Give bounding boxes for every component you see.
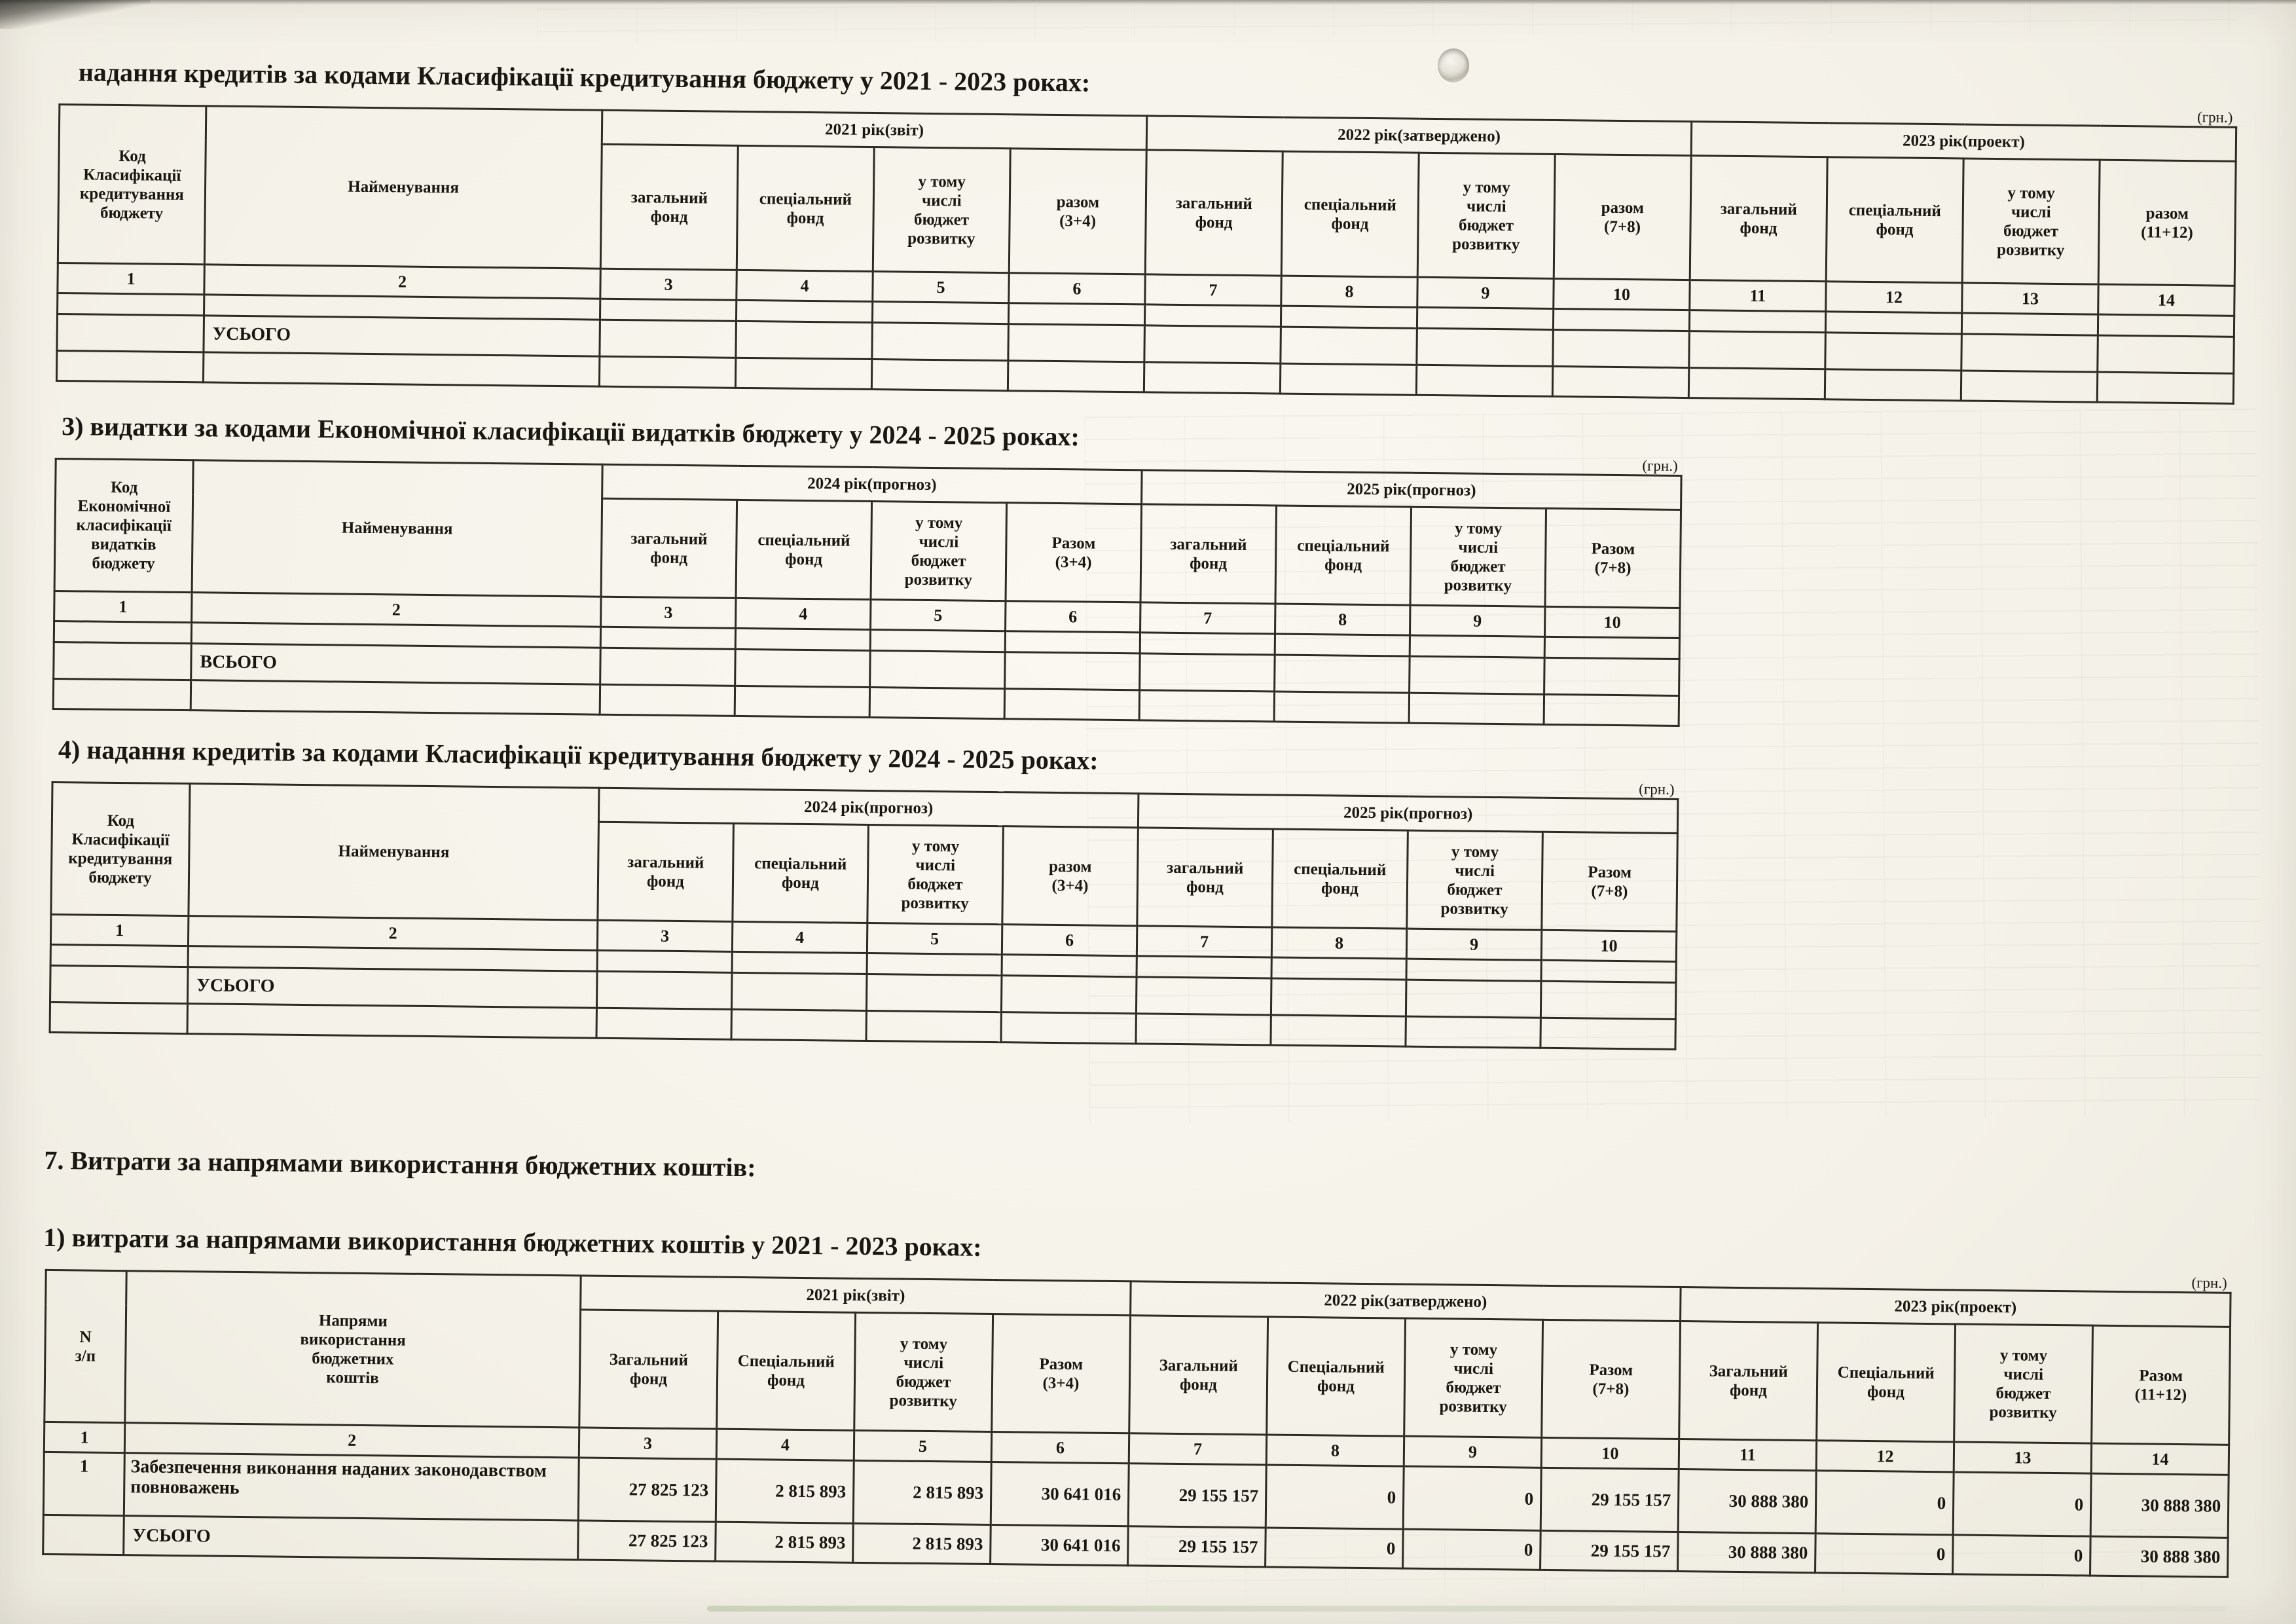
empty-cell (732, 951, 867, 974)
total-label: УСЬОГО (124, 1516, 579, 1560)
empty-cell (1825, 333, 1962, 371)
column-number: 9 (1417, 277, 1554, 308)
expenses-2024-2025-table (52, 458, 1683, 727)
fund-header: Загальний фонд (579, 1310, 718, 1429)
empty-cell (600, 320, 737, 358)
fund-header: загальний фонд (1145, 150, 1283, 276)
fund-header: Разом (7+8) (1542, 1320, 1681, 1439)
empty-cell (866, 1010, 1001, 1042)
empty-cell (1540, 1018, 1675, 1049)
currency-note: (грн.) (1639, 781, 1675, 798)
fund-header: загальний фонд (598, 822, 734, 921)
empty-cell (1281, 327, 1417, 365)
empty-cell (600, 627, 735, 649)
year-2023-group-header: 2023 рік(проект) (1681, 1287, 2231, 1327)
column-number: 12 (1816, 1441, 1954, 1472)
empty-cell (1137, 956, 1271, 978)
empty-cell (731, 972, 867, 1010)
empty-cell (597, 950, 732, 972)
empty-cell (1541, 960, 1676, 982)
column-number: 9 (1404, 1436, 1541, 1467)
empty-cell (2098, 314, 2234, 337)
column-number: 2 (124, 1423, 579, 1458)
empty-cell (1136, 1014, 1271, 1045)
empty-cell (1136, 977, 1271, 1015)
code-column-header: Код Класифікації кредитування бюджету (51, 782, 190, 915)
empty-cell (203, 352, 599, 386)
column-number: 2 (188, 916, 597, 951)
value-cell: 29 155 157 (1128, 1464, 1266, 1528)
value-cell: 0 (1266, 1465, 1404, 1529)
total-label: УСЬОГО (204, 316, 600, 356)
empty-cell (1274, 692, 1409, 723)
column-number: 13 (1962, 283, 2098, 314)
column-number: 7 (1140, 602, 1275, 634)
empty-cell (735, 649, 871, 687)
expenses-2024-2025-section (52, 441, 1681, 727)
empty-cell (596, 1008, 731, 1039)
column-number: 10 (1541, 930, 1676, 961)
value-cell: 0 (1953, 1472, 2091, 1536)
empty-cell (1008, 303, 1144, 325)
column-number: 9 (1410, 605, 1545, 637)
fund-header: спеціальний фонд (733, 823, 869, 923)
empty-cell (1961, 313, 2098, 335)
fund-header: загальний фонд (1690, 156, 1827, 282)
column-number: 6 (1009, 273, 1145, 304)
direction-column-header: Напрями використання бюджетних коштів (125, 1271, 581, 1428)
empty-cell (1275, 655, 1410, 693)
column-number: 2 (192, 593, 601, 627)
value-cell: 2 815 893 (716, 1459, 854, 1523)
value-cell: 30 888 380 (1678, 1469, 1816, 1534)
currency-note: (грн.) (2196, 109, 2233, 126)
year-2025-group-header: 2025 рік(прогноз) (1138, 794, 1678, 834)
column-number: 3 (600, 268, 737, 300)
column-number: 12 (1826, 282, 1962, 313)
empty-cell (56, 350, 203, 382)
empty-cell (866, 974, 1002, 1012)
empty-cell (600, 648, 736, 686)
total-label: УСЬОГО (188, 967, 598, 1008)
fund-header: разом (11+12) (2098, 160, 2236, 286)
code-column-header: Код Класифікації кредитування бюджету (58, 105, 206, 265)
empty-cell (1544, 694, 1679, 726)
empty-cell (872, 302, 1008, 324)
empty-cell (50, 944, 188, 967)
year-2022-group-header: 2022 рік(затверджено) (1146, 116, 1692, 156)
empty-cell (1281, 306, 1417, 328)
direction-name: Забезпечення виконання наданих законодавством повноважень (124, 1453, 579, 1521)
fund-header: Разом (7+8) (1542, 832, 1678, 931)
value-cell: 0 (1403, 1466, 1541, 1530)
name-column-header: Найменування (192, 460, 602, 597)
empty-cell (735, 628, 870, 650)
value-cell: 2 815 893 (853, 1523, 991, 1564)
empty-cell (53, 678, 191, 710)
total-label: ВСЬОГО (191, 644, 601, 685)
column-number: 7 (1129, 1433, 1266, 1465)
value-cell: 0 (1815, 1471, 1954, 1535)
column-number: 5 (854, 1430, 991, 1462)
value-cell: 27 825 123 (578, 1521, 716, 1561)
empty-cell (596, 971, 732, 1009)
empty-cell (1689, 310, 1825, 333)
fund-header: Спеціальний фонд (717, 1311, 856, 1430)
column-number: 3 (597, 920, 732, 951)
empty-cell (1417, 307, 1553, 329)
empty-cell (1544, 657, 1680, 695)
year-2021-group-header: 2021 рік(звіт) (581, 1276, 1131, 1316)
value-cell: 29 155 157 (1540, 1530, 1679, 1571)
empty-cell (187, 1004, 596, 1039)
section-7-1-title: 1) витрати за напрямами використання бюджетних коштів у 2021 - 2023 роках: (43, 1222, 982, 1262)
year-2024-group-header: 2024 рік(прогноз) (598, 788, 1139, 828)
empty-cell (1140, 654, 1275, 692)
credits-2024-2025-table (49, 781, 1679, 1050)
empty-cell (57, 314, 204, 352)
empty-cell (50, 965, 189, 1003)
section-3-title: 3) видатки за кодами Економічної класифікації видатків бюджету у 2024 - 2025 роках: (61, 411, 1080, 452)
empty-cell (1140, 633, 1275, 655)
empty-cell (1004, 689, 1139, 720)
empty-cell (1275, 634, 1410, 656)
empty-cell (1002, 955, 1137, 977)
empty-cell (735, 686, 869, 717)
spending-directions-section (42, 1252, 2230, 1578)
fund-header: спеціальний фонд (1281, 151, 1419, 277)
empty-cell (1406, 980, 1541, 1018)
value-cell: 2 815 893 (853, 1460, 991, 1524)
row-number: 1 (43, 1452, 124, 1515)
empty-cell (2098, 335, 2234, 373)
empty-cell (2097, 372, 2233, 403)
column-number: 2 (204, 265, 600, 299)
empty-cell (1688, 368, 1825, 399)
column-number: 11 (1679, 1439, 1816, 1471)
empty-cell (1001, 1012, 1136, 1044)
fund-header: у тому числі бюджет розвитку (1954, 1324, 2093, 1443)
fund-header: загальний фонд (601, 498, 737, 598)
column-number: 8 (1266, 1435, 1404, 1466)
fund-header: Разом (11+12) (2092, 1325, 2231, 1445)
fund-header: у тому числі бюджет розвитку (871, 502, 1007, 601)
column-number: 4 (732, 921, 867, 953)
column-number: 6 (1006, 601, 1140, 633)
fund-header: Разом (3+4) (1006, 503, 1142, 602)
column-number: 13 (1954, 1442, 2091, 1473)
column-number: 10 (1545, 606, 1680, 638)
fund-header: разом (3+4) (1002, 826, 1139, 926)
empty-cell (1689, 331, 1826, 369)
column-number: 9 (1406, 929, 1541, 960)
value-cell: 0 (1815, 1534, 1954, 1574)
name-column-header: Найменування (204, 106, 602, 268)
fund-header: у тому числі бюджет розвитку (1962, 158, 2100, 284)
empty-cell (1001, 976, 1137, 1014)
year-2024-group-header: 2024 рік(прогноз) (602, 464, 1142, 504)
empty-cell (735, 358, 871, 389)
fund-header: Загальний фонд (1129, 1316, 1268, 1435)
value-cell: 30 641 016 (991, 1462, 1129, 1526)
column-number: 5 (871, 600, 1006, 631)
column-number: 5 (873, 272, 1009, 303)
column-number: 4 (716, 1429, 854, 1460)
column-number: 7 (1137, 926, 1271, 957)
empty-cell (1553, 329, 1690, 367)
empty-cell (736, 300, 872, 322)
credits-2024-2025-section (49, 764, 1677, 1050)
empty-cell (1280, 363, 1416, 395)
value-cell: 2 815 893 (716, 1522, 854, 1562)
column-number: 7 (1145, 274, 1281, 306)
empty-cell (600, 684, 735, 716)
column-number: 1 (50, 914, 188, 946)
column-number: 5 (867, 923, 1002, 955)
currency-note: (грн.) (1642, 457, 1678, 474)
fund-header: спеціальний фонд (736, 500, 872, 599)
empty-cell (1008, 361, 1144, 392)
fund-header: у тому числі бюджет розвитку (1407, 830, 1543, 930)
empty-cell (50, 1002, 187, 1033)
fund-header: у тому числі бюджет розвитку (854, 1312, 993, 1431)
year-2021-group-header: 2021 рік(звіт) (602, 110, 1146, 150)
empty-cell (1544, 637, 1679, 659)
row-number-column-header: N з/п (45, 1270, 126, 1422)
fund-header: загальний фонд (1140, 504, 1277, 604)
empty-cell (54, 642, 192, 680)
fund-header: загальний фонд (1137, 828, 1273, 927)
column-number: 4 (736, 598, 871, 629)
empty-cell (54, 621, 191, 643)
empty-cell (1540, 981, 1676, 1019)
empty-cell (871, 360, 1008, 391)
empty-cell (870, 651, 1006, 689)
fund-header: Спеціальний фонд (1267, 1317, 1406, 1436)
fund-header: спеціальний фонд (737, 145, 874, 271)
empty-cell (1144, 325, 1281, 363)
value-cell: 29 155 157 (1128, 1526, 1266, 1567)
column-number: 6 (1002, 925, 1137, 956)
column-number: 3 (601, 597, 736, 628)
fund-header: загальний фонд (600, 144, 738, 270)
column-number: 6 (991, 1432, 1129, 1464)
empty-cell (1139, 690, 1274, 722)
credits-2021-2023-section (56, 86, 2236, 405)
empty-cell (1552, 366, 1688, 397)
column-number: 14 (2091, 1443, 2229, 1475)
empty-cell (1416, 365, 1552, 396)
column-number: 1 (58, 263, 204, 294)
value-cell: 30 888 380 (2090, 1536, 2229, 1577)
fund-header: у тому числі бюджет розвитку (1410, 507, 1546, 606)
empty-cell (867, 953, 1002, 976)
empty-cell (1406, 959, 1541, 981)
value-cell: 30 641 016 (991, 1525, 1129, 1566)
column-number: 3 (579, 1428, 716, 1459)
value-cell: 29 155 157 (1540, 1467, 1679, 1532)
year-2025-group-header: 2025 рік(прогноз) (1142, 470, 1682, 510)
value-cell: 0 (1403, 1529, 1541, 1570)
empty-cell (872, 323, 1009, 361)
value-cell: 0 (1953, 1535, 2091, 1576)
value-cell: 30 888 380 (1678, 1532, 1816, 1573)
fund-header: Разом (3+4) (992, 1314, 1131, 1433)
spending-directions-table (42, 1269, 2231, 1578)
fund-header: разом (7+8) (1554, 154, 1691, 280)
column-number: 1 (44, 1422, 124, 1452)
empty-cell (1553, 308, 1689, 331)
year-2023-group-header: 2023 рік(проект) (1691, 122, 2236, 162)
empty-cell (1410, 656, 1545, 694)
empty-cell (58, 293, 204, 315)
empty-cell (600, 299, 736, 321)
value-cell: 0 (1266, 1528, 1404, 1568)
fund-header: у тому числі бюджет розвитку (1404, 1318, 1543, 1437)
empty-cell (1005, 652, 1140, 690)
empty-cell (43, 1515, 124, 1555)
empty-cell (599, 356, 735, 388)
credits-2021-2023-table (56, 103, 2237, 405)
empty-cell (870, 630, 1005, 652)
empty-cell (731, 1009, 866, 1041)
currency-note: (грн.) (2191, 1274, 2227, 1291)
empty-cell (1144, 304, 1281, 327)
column-number: 10 (1554, 278, 1690, 310)
empty-cell (1271, 957, 1406, 980)
empty-cell (1271, 1015, 1406, 1046)
fund-header: Загальний фонд (1679, 1321, 1818, 1441)
fund-header: у тому числі бюджет розвитку (1417, 153, 1555, 278)
empty-cell (869, 688, 1004, 719)
empty-cell (1008, 324, 1145, 362)
fund-header: разом (3+4) (1009, 149, 1146, 274)
name-column-header: Найменування (189, 784, 599, 921)
fund-header: у тому числі бюджет розвитку (867, 825, 1004, 925)
empty-cell (1961, 371, 2097, 402)
empty-cell (1961, 334, 2098, 372)
column-number: 8 (1271, 927, 1406, 959)
column-number: 4 (737, 270, 873, 301)
empty-cell (1825, 369, 1961, 401)
column-number: 8 (1275, 604, 1410, 635)
code-column-header: Код Економічної класифікації видатків бюджету (54, 458, 193, 592)
value-cell: 30 888 380 (2090, 1473, 2229, 1538)
fund-header: у тому числі бюджет розвитку (873, 147, 1010, 273)
empty-cell (1144, 362, 1280, 394)
scan-streak-artifact (707, 1606, 2226, 1612)
empty-cell (191, 680, 600, 715)
column-number: 14 (2098, 284, 2234, 316)
empty-cell (1406, 1016, 1540, 1048)
fund-header: Разом (7+8) (1545, 508, 1681, 608)
section-7-title: 7. Витрати за напрямами використання бюджетних коштів: (44, 1145, 756, 1183)
section-4-title: 4) надання кредитів за кодами Класифікації кредитування бюджету у 2024 - 2025 роках: (58, 735, 1099, 775)
fund-header: спеціальний фонд (1272, 829, 1408, 929)
column-number: 10 (1541, 1437, 1679, 1469)
fund-header: спеціальний фонд (1826, 157, 1963, 283)
fund-header: Спеціальний фонд (1817, 1323, 1956, 1442)
section-2-title: надання кредитів за кодами Класифікації кредитування бюджету у 2021 - 2023 роках: (78, 57, 1091, 98)
year-2022-group-header: 2022 рік(затверджено) (1131, 1282, 1681, 1321)
empty-cell (1417, 328, 1554, 366)
column-number: 1 (54, 591, 192, 622)
empty-cell (1005, 631, 1140, 654)
column-number: 11 (1690, 280, 1826, 312)
empty-cell (736, 321, 873, 359)
empty-cell (1825, 312, 1961, 334)
value-cell: 27 825 123 (578, 1458, 716, 1522)
empty-cell (1409, 693, 1544, 724)
empty-cell (1410, 635, 1544, 657)
empty-cell (1271, 978, 1406, 1016)
fund-header: спеціальний фонд (1275, 506, 1412, 605)
column-number: 8 (1281, 276, 1417, 307)
